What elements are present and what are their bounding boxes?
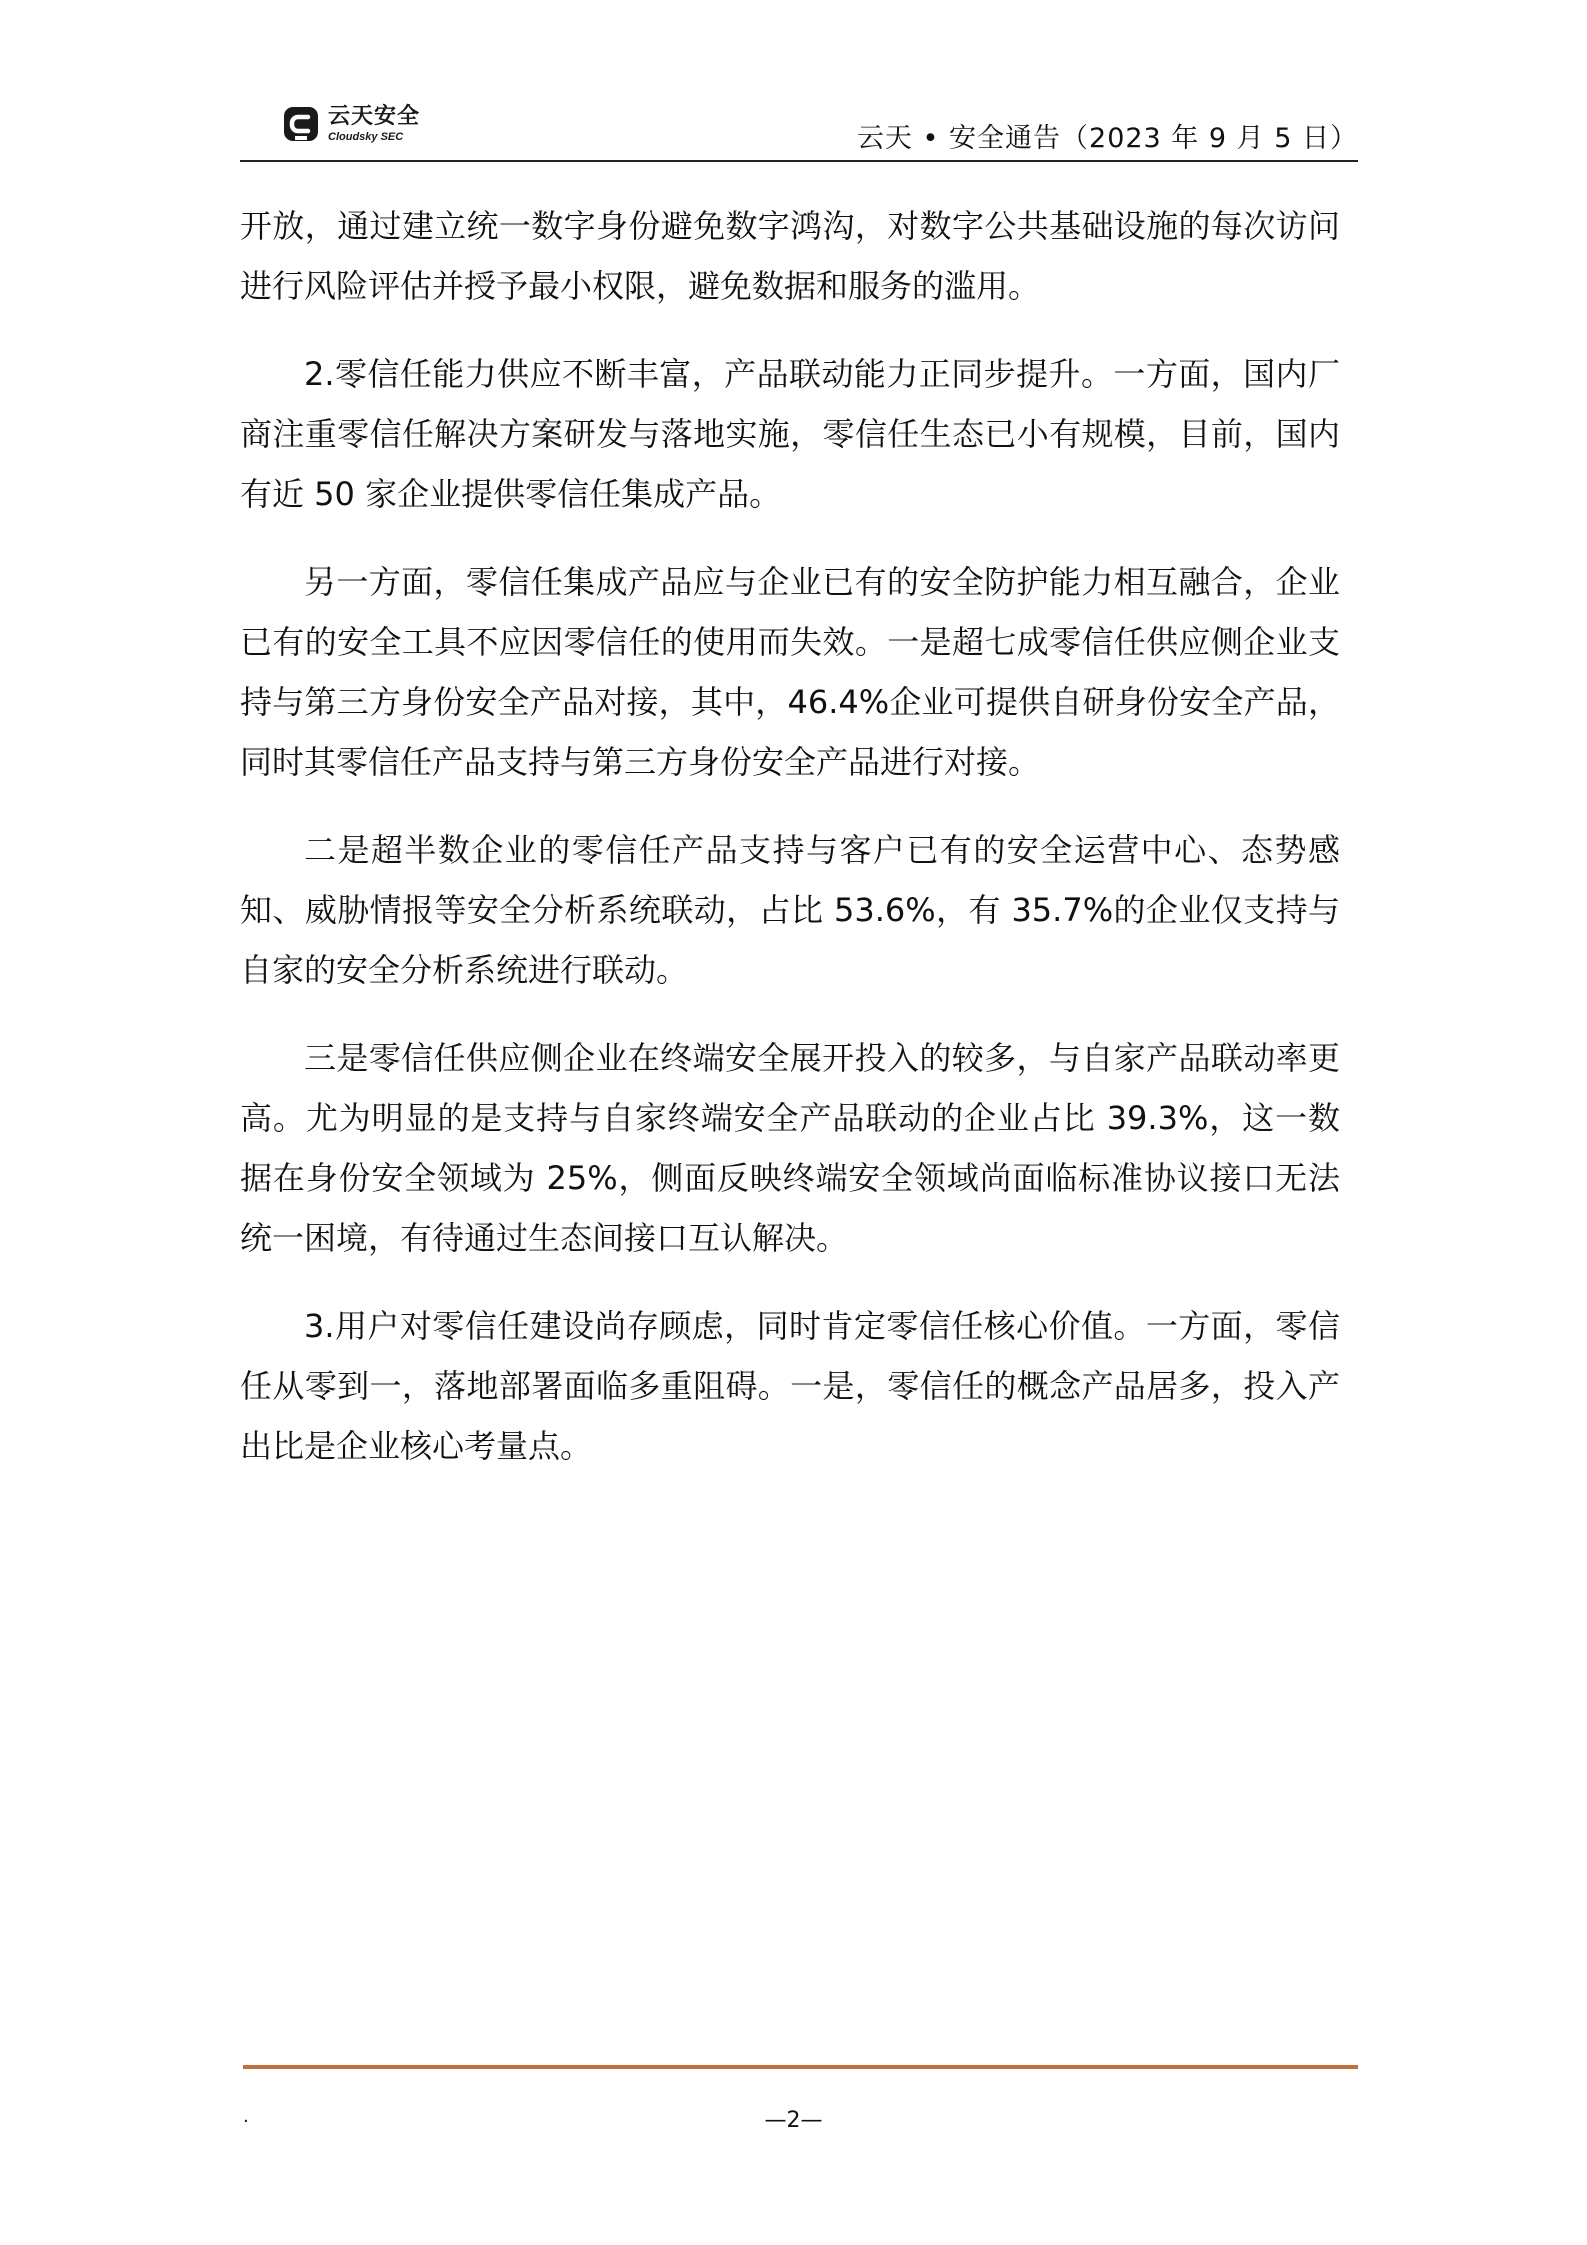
paragraph-security-analysis: 二是超半数企业的零信任产品支持与客户已有的安全运营中心、态势感知、威胁情报等安全分析系统联动，占比 53.6%，有 35.7%的企业仅支持与自家的安全分析系统进行联动。 bbox=[240, 831, 1340, 989]
company-logo bbox=[282, 98, 420, 150]
paragraph-continuation: 开放，通过建立统一数字身份避免数字鸿沟，对数字公共基础设施的每次访问进行风险评估并授予最小权限，避免数据和服务的滥用。 bbox=[240, 207, 1340, 305]
page-header bbox=[240, 92, 1358, 162]
footer-divider bbox=[243, 2065, 1358, 2069]
footer-mark: . bbox=[243, 2106, 249, 2127]
paragraph-endpoint-security: 三是零信任供应侧企业在终端安全展开投入的较多，与自家产品联动率更高。尤为明显的是支持与自家终端安全产品联动的企业占比 39.3%，这一数据在身份安全领域为 25%，侧面反映终端安全领域尚面临标准协议接口无法统一困境，有待通过生态间接口互认解决。 bbox=[240, 1039, 1340, 1257]
bulletin-title: 云天 • 安全通告（2023 年 9 月 5 日） bbox=[856, 123, 1358, 154]
cloudsky-logo-icon bbox=[282, 105, 320, 143]
page-number: —2— bbox=[764, 2108, 823, 2133]
paragraph-zero-trust-supply: 2.零信任能力供应不断丰富，产品联动能力正同步提升。一方面，国内厂商注重零信任解决方案研发与落地实施，零信任生态已小有规模，目前，国内有近 50 家企业提供零信任集成产品。 bbox=[240, 355, 1340, 513]
logo-chinese-name: 云天安全 bbox=[328, 103, 421, 129]
document-body bbox=[240, 196, 1340, 1476]
logo-text bbox=[328, 103, 421, 143]
header-divider bbox=[240, 160, 1358, 162]
paragraph-integration: 另一方面，零信任集成产品应与企业已有的安全防护能力相互融合，企业已有的安全工具不应因零信任的使用而失效。一是超七成零信任供应侧企业支持与第三方身份安全产品对接，其中，46.4%企业可提供自研身份安全产品，同时其零信任产品支持与第三方身份安全产品进行对接。 bbox=[240, 563, 1340, 781]
paragraph-user-concerns: 3.用户对零信任建设尚存顾虑，同时肯定零信任核心价值。一方面，零信任从零到一，落地部署面临多重阻碍。一是，零信任的概念产品居多，投入产出比是企业核心考量点。 bbox=[240, 1307, 1340, 1465]
logo-english-name: Cloudsky SEC bbox=[328, 130, 404, 143]
